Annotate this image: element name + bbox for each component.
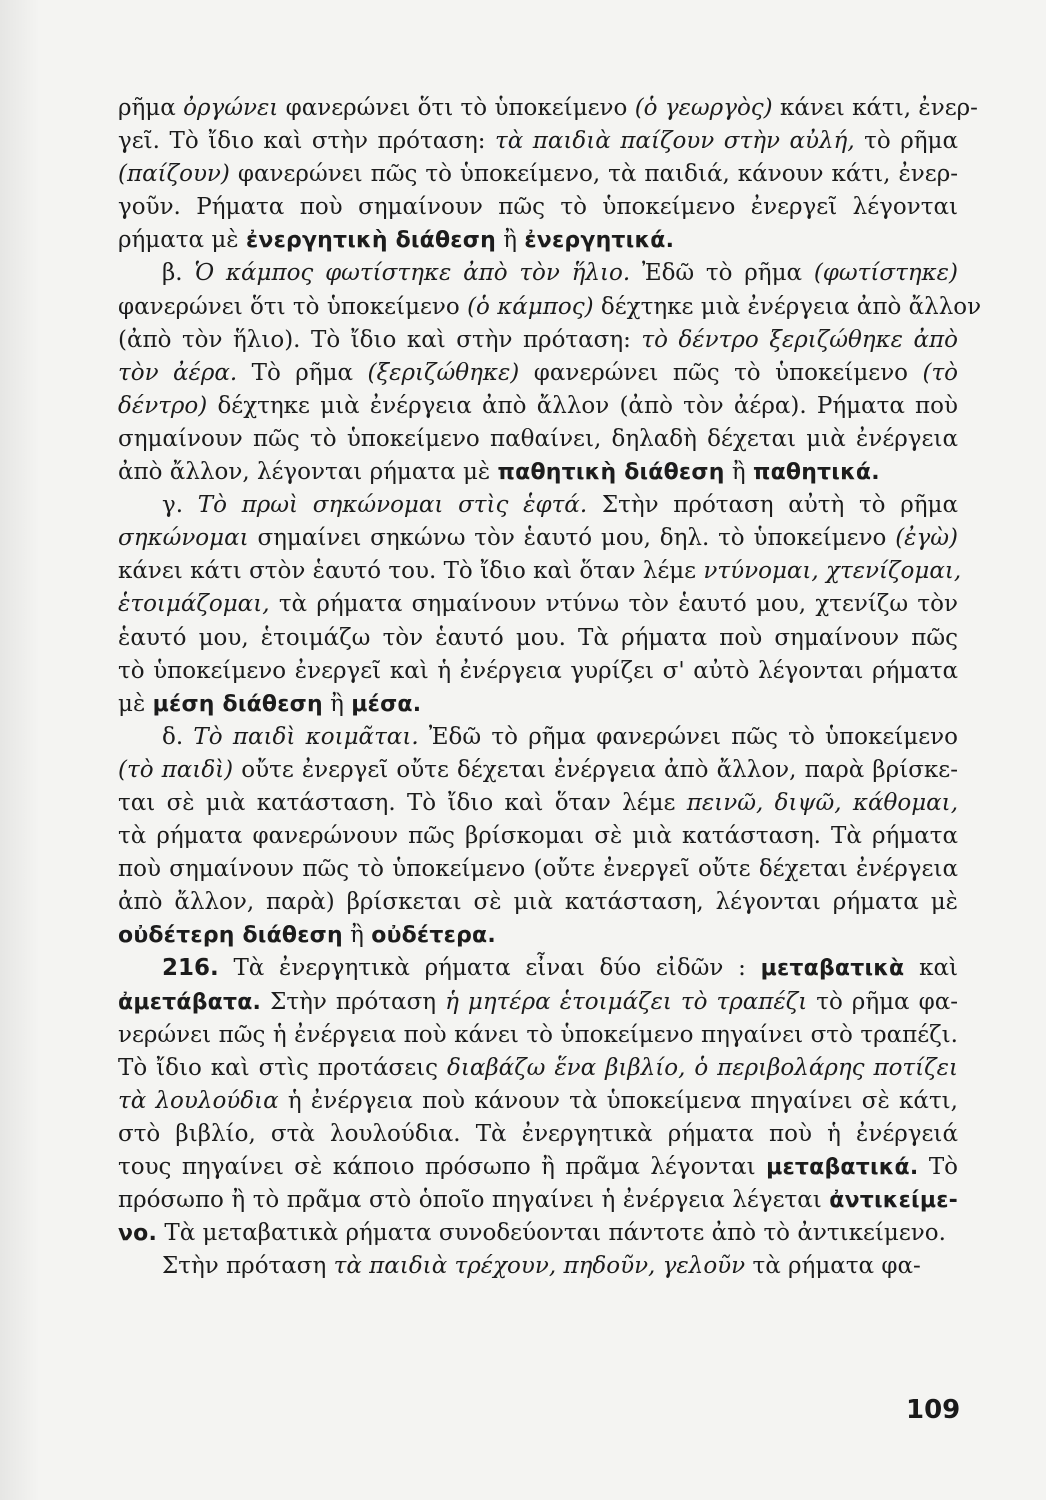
text-line bbox=[118, 125, 958, 158]
text-run: ποὺ σημαίνουν πῶς τὸ ὑποκείμενο (οὔτε ἐνεργεῖ οὔτε δέχεται ἐνέργεια bbox=[118, 856, 958, 883]
bold-term: μέσα. bbox=[351, 691, 422, 717]
text-line bbox=[118, 1250, 958, 1283]
text-run: κάνει κάτι, ἐνερ- bbox=[772, 95, 978, 121]
bold-term: παθητικὴ διάθεση bbox=[497, 460, 725, 486]
text-line bbox=[118, 754, 958, 787]
text-run: σημαίνει σηκώνω τὸν ἑαυτό μου, δηλ. τὸ ὑποκείμενο bbox=[248, 525, 896, 552]
italic-example: τὸν ἀέρα. bbox=[118, 359, 238, 386]
text-line bbox=[118, 919, 958, 952]
text-run: ρῆμα bbox=[118, 95, 184, 121]
text-run: γ. bbox=[162, 492, 198, 519]
text-run: δέχτηκε μιὰ ἐνέργεια ἀπὸ ἄλλον (ἀπὸ τὸν ἀέρα). Ρήματα ποὺ bbox=[207, 392, 958, 419]
italic-example: ἡ μητέρα ἑτοιμάζει τὸ τραπέζι bbox=[445, 988, 808, 1015]
text-run: τὸ ρῆμα bbox=[854, 128, 958, 155]
text-run: (ἀπὸ τὸν ἥλιο). Τὸ ἴδιο καὶ στὴν πρόταση: bbox=[118, 326, 642, 353]
text-run: ἑαυτό μου, ἑτοιμάζω τὸν ἑαυτό μου. Τὰ ρήματα ποὺ σημαίνουν πῶς bbox=[118, 624, 958, 651]
italic-example: τὰ παιδιὰ τρέχουν, πηδοῦν, γελοῦν bbox=[333, 1253, 746, 1280]
text-run: τὰ ρήματα σημαίνουν ντύνω τὸν ἑαυτό μου, χτενίζω τὸν bbox=[269, 591, 958, 618]
bold-term: ἀντικείμε- bbox=[829, 1188, 958, 1214]
italic-example: (ξεριζώθηκε) bbox=[367, 359, 520, 386]
text-line bbox=[118, 622, 958, 655]
text-run: καὶ bbox=[904, 955, 958, 982]
text-run: ἢ bbox=[342, 922, 372, 949]
text-run: ἢ bbox=[322, 690, 352, 717]
text-line bbox=[118, 257, 958, 290]
italic-example: διαβάζω ἕνα βιβλίο, ὁ περιβολάρης ποτίζει bbox=[446, 1054, 958, 1081]
bold-term: ἐνεργητικά. bbox=[524, 228, 675, 254]
italic-example: ὀργώνει bbox=[183, 95, 279, 121]
text-run: δέχτηκε μιὰ ἐνέργεια ἀπὸ ἄλλον bbox=[593, 293, 982, 320]
text-line bbox=[118, 291, 982, 324]
text-run: Ἐδῶ τὸ ρῆμα bbox=[630, 260, 814, 287]
page-number: 109 bbox=[906, 1395, 961, 1425]
text-run: φανερώνει πῶς τὸ ὑποκείμενο, τὰ παιδιά, κάνουν κάτι, ἐνερ- bbox=[229, 161, 958, 188]
text-line bbox=[118, 489, 958, 522]
text-line bbox=[118, 721, 958, 754]
bold-term: μέση διάθεση bbox=[152, 691, 323, 717]
text-run: τὸ ὑποκείμενο ἐνεργεῖ καὶ ἡ ἐνέργεια γυρίζει σ' αὐτὸ λέγονται ρήματα bbox=[118, 657, 958, 684]
text-line bbox=[118, 324, 958, 357]
bold-term: μεταβατικὰ bbox=[760, 956, 905, 982]
section-number: 216. bbox=[162, 955, 219, 982]
italic-example: (φωτίστηκε) bbox=[813, 260, 958, 287]
text-line bbox=[118, 1019, 958, 1052]
text-line bbox=[118, 1217, 958, 1250]
bold-term: οὐδέτερα. bbox=[371, 923, 496, 949]
text-line bbox=[118, 555, 962, 588]
italic-example: (παίζουν) bbox=[118, 161, 230, 188]
text-run: δ. bbox=[162, 723, 194, 750]
text-line bbox=[118, 986, 958, 1019]
bold-term: νο. bbox=[118, 1221, 158, 1247]
italic-example: τὸ δέντρο ξεριζώθηκε ἀπὸ bbox=[641, 326, 958, 353]
text-run: Τὰ μεταβατικὰ ρήματα συνοδεύονται πάντοτε ἀπὸ τὸ ἀντικείμενο. bbox=[157, 1220, 946, 1247]
text-line bbox=[118, 92, 978, 125]
text-run: ται σὲ μιὰ κατάσταση. Τὸ ἴδιο καὶ ὅταν λέμε bbox=[118, 789, 687, 816]
italic-example: Τὸ πρωὶ σηκώνομαι στὶς ἑφτά. bbox=[197, 492, 588, 519]
bold-term: ἐνεργητικὴ διάθεση bbox=[245, 228, 496, 254]
italic-example: (τὸ παιδὶ) bbox=[118, 756, 234, 783]
text-line bbox=[118, 952, 958, 985]
italic-example: ἑτοιμάζομαι, bbox=[118, 591, 270, 618]
italic-example: πεινῶ, διψῶ, κάθομαι, bbox=[686, 789, 959, 816]
bold-term: μεταβατικά. bbox=[766, 1155, 919, 1180]
text-run: Τὰ ἐνεργητικὰ ρήματα εἶναι δύο εἰδῶν : bbox=[218, 955, 761, 982]
bold-term: ἀμετάβατα. bbox=[118, 989, 262, 1015]
text-run: ἀπὸ ἄλλον, παρὰ) βρίσκεται σὲ μιὰ κατάσταση, λέγονται ρήματα μὲ bbox=[118, 889, 958, 916]
text-run: Στὴν πρόταση αὐτὴ τὸ ρῆμα bbox=[587, 492, 958, 519]
text-run: κάνει κάτι στὸν ἑαυτό του. Τὸ ἴδιο καὶ ὅταν λέμε bbox=[118, 558, 704, 585]
text-line bbox=[118, 1118, 958, 1151]
text-run: γοῦν. Ρήματα ποὺ σημαίνουν πῶς τὸ ὑποκείμενο ἐνεργεῖ λέγονται bbox=[118, 194, 958, 221]
text-run: τὸ ρῆμα φα- bbox=[807, 988, 958, 1015]
text-line bbox=[118, 224, 958, 257]
text-run: φανερώνει πῶς τὸ ὑποκείμενο bbox=[519, 359, 923, 386]
text-line bbox=[118, 1052, 958, 1085]
body-text bbox=[118, 92, 982, 1283]
text-run: ἀπὸ ἄλλον, λέγονται ρήματα μὲ bbox=[118, 459, 498, 486]
text-run: σημαίνουν πῶς τὸ ὑποκείμενο παθαίνει, δηλαδὴ δέχεται μιὰ ἐνέργεια bbox=[118, 425, 958, 452]
text-line bbox=[118, 886, 958, 919]
italic-example: τὰ λουλούδια bbox=[118, 1087, 279, 1114]
text-run: ἢ bbox=[724, 459, 753, 486]
text-run: φανερώνει ὅτι τὸ ὑποκείμενο bbox=[278, 95, 635, 121]
text-line bbox=[118, 787, 958, 820]
text-line bbox=[118, 1184, 958, 1217]
text-line bbox=[118, 522, 958, 555]
text-run: Στὴν πρόταση bbox=[261, 988, 446, 1015]
italic-example: (ἐγὼ) bbox=[895, 525, 958, 552]
italic-example: (ὁ κάμπος) bbox=[467, 293, 594, 320]
text-line bbox=[118, 158, 958, 191]
text-run: τὰ ρήματα φα- bbox=[745, 1253, 921, 1280]
italic-example: δέντρο) bbox=[118, 392, 208, 419]
text-run: ρήματα μὲ bbox=[118, 227, 246, 254]
text-line bbox=[118, 820, 958, 853]
italic-example: Ὁ κάμπος φωτίστηκε ἀπὸ τὸν ἥλιο. bbox=[194, 260, 631, 287]
text-run: τους πηγαίνει σὲ κάποιο πρόσωπο ἢ πρᾶμα λέγονται bbox=[118, 1154, 767, 1180]
text-run: ἡ ἐνέργεια ποὺ κάνουν τὰ ὑποκείμενα πηγαίνει σὲ κάτι, bbox=[278, 1087, 958, 1114]
text-line bbox=[118, 357, 958, 390]
italic-example: Τὸ παιδὶ κοιμᾶται. bbox=[193, 723, 419, 750]
text-line bbox=[118, 588, 958, 621]
italic-example: (τὸ bbox=[922, 359, 959, 386]
text-line bbox=[118, 688, 958, 721]
text-run: Τὸ ἴδιο καὶ στὶς προτάσεις bbox=[118, 1054, 447, 1081]
text-run: Στὴν πρόταση bbox=[162, 1253, 334, 1280]
text-line bbox=[118, 390, 958, 423]
italic-example: σηκώνομαι bbox=[118, 525, 249, 552]
text-run: γεῖ. Τὸ ἴδιο καὶ στὴν πρόταση: bbox=[118, 128, 495, 155]
italic-example: τὰ παιδιὰ παίζουν στὴν αὐλή, bbox=[495, 128, 855, 155]
text-run: τὰ ρήματα φανερώνουν πῶς βρίσκομαι σὲ μιὰ κατάσταση. Τὰ ρήματα bbox=[118, 823, 958, 850]
text-run: στὸ βιβλίο, στὰ λουλούδια. Τὰ ἐνεργητικὰ ρήματα ποὺ ἡ ἐνέργειά bbox=[118, 1120, 958, 1147]
text-run: β. bbox=[162, 260, 195, 287]
text-line bbox=[118, 456, 958, 489]
text-run: φανερώνει ὅτι τὸ ὑποκείμενο bbox=[118, 293, 468, 320]
text-line bbox=[118, 191, 958, 224]
text-line bbox=[118, 655, 958, 688]
page-edge-shadow bbox=[0, 0, 40, 1500]
text-run: Ἐδῶ τὸ ρῆμα φανερώνει πῶς τὸ ὑποκείμενο bbox=[418, 723, 959, 750]
bold-term: παθητικά. bbox=[752, 460, 880, 486]
italic-example: (ὁ γεωργὸς) bbox=[634, 95, 773, 121]
text-run: πρόσωπο ἢ τὸ πρᾶμα στὸ ὁποῖο πηγαίνει ἡ ἐνέργεια λέγεται bbox=[118, 1187, 830, 1214]
text-run: μὲ bbox=[118, 690, 153, 717]
text-line bbox=[118, 853, 958, 886]
text-line bbox=[118, 1151, 958, 1184]
text-run: ἢ bbox=[495, 227, 525, 254]
text-run: Τὸ bbox=[918, 1154, 959, 1180]
italic-example: ντύνομαι, χτενίζομαι, bbox=[703, 558, 962, 585]
text-run: Τὸ ρῆμα bbox=[237, 359, 368, 386]
text-run: νερώνει πῶς ἡ ἐνέργεια ποὺ κάνει τὸ ὑποκείμενο πηγαίνει στὸ τραπέζι. bbox=[118, 1021, 958, 1048]
text-run: οὔτε ἐνεργεῖ οὔτε δέχεται ἐνέργεια ἀπὸ ἄλλον, παρὰ βρίσκε- bbox=[233, 756, 958, 783]
bold-term: οὐδέτερη διάθεση bbox=[118, 923, 343, 949]
text-line bbox=[118, 423, 958, 456]
text-line bbox=[118, 1085, 958, 1118]
